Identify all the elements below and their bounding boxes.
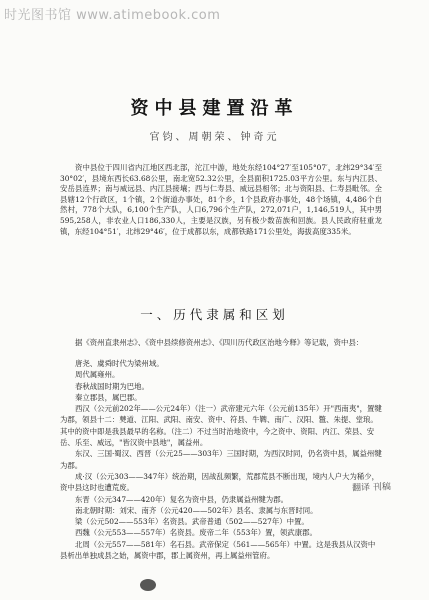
document-title: 资中县建置沿革 xyxy=(130,98,299,119)
period-item: 东汉、三国·蜀汉、西晋（公元25——303年）三国时期，为西汉时同，仍名资中县，属益州犍为郡。 xyxy=(60,449,382,470)
period-item: 春秋战国时期为巴地。 xyxy=(75,381,149,391)
period-item: 北周（公元557——581年）名石县。武帝保定（561——565年）中置。这是我县从汉资中县析出单独成县之始，属资中郡，郡上属资州，再上属益州管府。 xyxy=(60,539,376,561)
period-item: 秦立郡县，属巴郡。 xyxy=(75,392,142,402)
section-intro: 据《资州直隶州志》、《资中县续修资州志》、《四川历代政区治地今释》等记载，资中县： xyxy=(75,338,364,347)
intro-paragraph: 资中县位于四川省内江地区西北部，沱江中游，地处东经104°27′至105°07′，北纬29°34′至30°02′，县境东西长63.68公里，南北宽52.32公里，全县面积1725.03平方公里。东与内江县、安岳县连界；南与威远县、内江县接壤；西与仁寿县、威远县相邻；北与资阳县、仁寿县毗邻。全县辖12个行政区，1个镇，2个街道办事处，81个乡，1个县政府办事处，48个场镇，4,486个自然村，778个大队，6,100个生产队，人口6,796个生产队，272,071户，1,146,519人，其中男595,258人，非农业人口186,330人，主要是汉族，另有极少数苗族和回族。县人民政府驻重龙镇，东经104°51′，北纬29°46′，位于成都以东，成都铁路171公里处，海拔高度335米。 xyxy=(60,163,382,236)
period-item: 东晋（公元347——420年）复名为资中县，仍隶属益州犍为郡。 xyxy=(75,494,288,504)
ink-blot xyxy=(140,579,156,591)
period-item: 西汉（公元前202年——公元24年）（注一）武帝建元六年（公元前135年）开"西南夷"，置犍为郡，领县十二：僰道、江阳、武阳、南安、资中、符县、牛鞞、南广、汉阳、鄨、朱提、堂琅。其中的资中即是我县最早的名称。（注二）不过当时治地资中，今之资中、资阳、内江、荣县、安岳、乐至、威远，"皆汉资中县地"，属益州。 xyxy=(60,404,382,448)
document-authors: 官钧、周朝荣、钟奇元 xyxy=(149,132,280,143)
period-list xyxy=(60,358,382,561)
period-item: 唐尧、虞舜时代为梁州域。 xyxy=(75,359,164,368)
period-item: 梁（公元502——553年）名资县。武帝普通（502——527年）中置。 xyxy=(75,517,309,527)
section-heading: 一、历代隶属和区划 xyxy=(140,307,289,322)
period-item: 成·汉（公元303——347年）统治期，因战乱频繁，荒郡荒县不断出现，境内人户大为稀少，资中县这时也遭荒废。 xyxy=(60,471,380,493)
period-item: 周代属雍州。 xyxy=(75,370,120,380)
period-item: 西魏（公元553——557年）名资县。废帝二年（553年）置，领武康郡。 xyxy=(75,528,317,538)
site-watermark: 时光图书馆 www.atimebook.com xyxy=(4,8,221,23)
period-item: 南北朝时期：刘宋、南齐（公元420——502年）县名、隶属与东晋时同。 xyxy=(75,505,318,515)
handwritten-annotation: 翻译 刊稿 xyxy=(351,482,392,494)
